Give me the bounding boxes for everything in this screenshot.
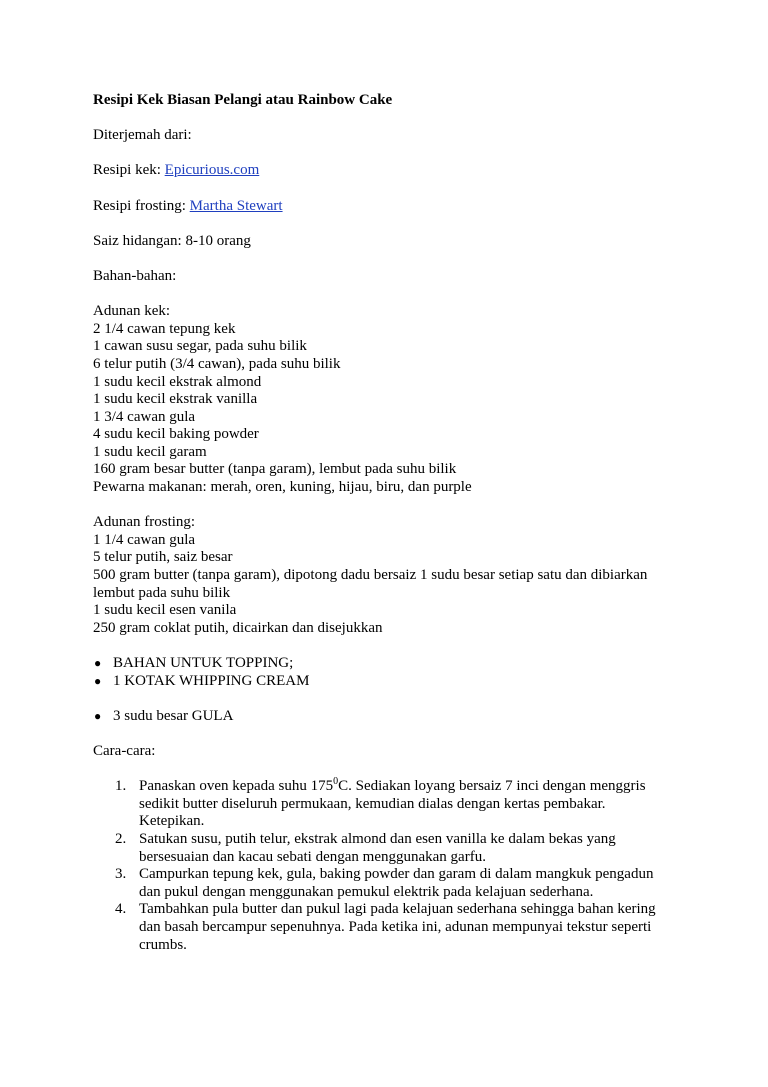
ingredient-line: 250 gram coklat putih, dicairkan dan disejukkan	[93, 619, 383, 636]
method-heading: Cara-cara:	[93, 742, 156, 759]
bullet-icon: ●	[94, 673, 102, 688]
cake-recipe-label: Resipi kek:	[93, 162, 165, 179]
translated-from-label: Diterjemah dari:	[93, 127, 192, 144]
step-item: 4. Tambahkan pula butter dan pukul lagi pada kelajuan sederhana sehingga bahan kering dan basah bercampur sepenuhnya. Pada ketika ini, adunan mempunyai tekstur seperti crumbs.	[115, 901, 656, 953]
frosting-batter-heading: Adunan frosting:	[93, 514, 196, 531]
topping-list	[93, 655, 693, 690]
step-item: 2. Satukan susu, putih telur, ekstrak almond dan esen vanilla ke dalam bekas yang bersesuaian dan kacau sebati dengan menggunakan garfu.	[115, 830, 616, 865]
page-title: Resipi Kek Biasan Pelangi atau Rainbow Cake	[93, 92, 393, 108]
ingredient-line: 500 gram butter (tanpa garam), dipotong dadu bersaiz 1 sudu besar setiap satu dan dibiarkan	[93, 567, 648, 584]
ingredient-line: 160 gram besar butter (tanpa garam), lembut pada suhu bilik	[93, 461, 457, 478]
epicurious-link[interactable]: Epicurious.com	[164, 162, 260, 179]
document-page	[93, 92, 693, 954]
ingredient-line: 1 sudu kecil ekstrak almond	[93, 373, 262, 390]
martha-stewart-link[interactable]: Martha Stewart	[189, 197, 283, 214]
ingredient-line: 1 3/4 cawan gula	[93, 408, 196, 425]
list-item: ● BAHAN UNTUK TOPPING;	[94, 655, 294, 671]
ingredient-line: lembut pada suhu bilik	[93, 584, 231, 601]
ingredient-line: 2 1/4 cawan tepung kek	[93, 320, 236, 337]
ingredient-line: 4 sudu kecil baking powder	[93, 426, 259, 443]
bullet-icon: ●	[94, 656, 102, 670]
method-steps	[93, 778, 693, 954]
step-item: 3. Campurkan tepung kek, gula, baking powder dan garam di dalam mangkuk pengadun dan pukul dengan menggunakan pemukul elektrik pada kelajuan sederhana.	[115, 866, 654, 900]
ingredient-line: 1 sudu kecil esen vanila	[93, 602, 237, 619]
cake-recipe-source	[93, 162, 693, 180]
step-number: 3.	[115, 866, 127, 883]
ingredient-line: 6 telur putih (3/4 cawan), pada suhu bilik	[93, 355, 341, 372]
ingredient-line: 1 1/4 cawan gula	[93, 531, 196, 548]
step-number: 1.	[115, 778, 127, 795]
frosting-recipe-label: Resipi frosting:	[93, 197, 190, 214]
list-item: ● 3 sudu besar GULA	[94, 707, 234, 724]
frosting-batter-section	[93, 514, 693, 637]
step-number: 4.	[115, 901, 127, 918]
ingredient-line: Pewarna makanan: merah, oren, kuning, hijau, biru, dan purple	[93, 479, 472, 496]
degree-superscript: 0	[333, 776, 339, 788]
ingredients-heading: Bahan-bahan:	[93, 267, 177, 284]
serving-size: Saiz hidangan: 8-10 orang	[93, 232, 251, 249]
step-number: 2.	[115, 830, 127, 847]
ingredient-line: 5 telur putih, saiz besar	[93, 549, 233, 566]
cake-batter-section	[93, 303, 693, 497]
ingredient-line: 1 sudu kecil garam	[93, 443, 207, 460]
list-item: ● 1 KOTAK WHIPPING CREAM	[94, 672, 310, 689]
bullet-icon: ●	[94, 708, 102, 723]
ingredient-line: 1 cawan susu segar, pada suhu bilik	[93, 338, 307, 355]
cake-batter-heading: Adunan kek:	[93, 303, 171, 320]
step-item: 1. Panaskan oven kepada suhu $175^0C$. Sediakan loyang bersaiz 7 inci dengan menggris sedikit butter diseluruh permukaan, kemudian dialas dengan kertas pembakar. Ketepikan.	[115, 776, 646, 830]
ingredient-line: 1 sudu kecil ekstrak vanilla	[93, 391, 258, 408]
frosting-recipe-source	[93, 198, 693, 216]
topping-list-2	[93, 708, 693, 726]
